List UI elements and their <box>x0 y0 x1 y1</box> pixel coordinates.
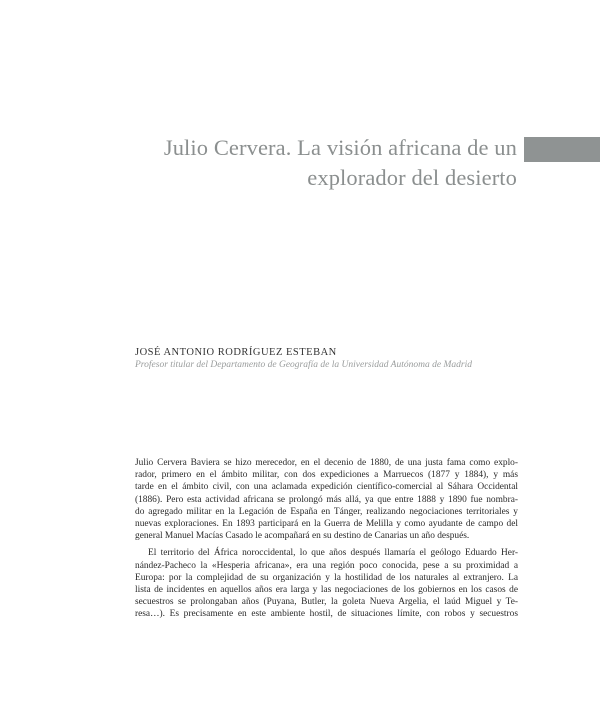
author-name: JOSÉ ANTONIO RODRÍGUEZ ESTEBAN <box>135 347 337 358</box>
body-text <box>135 457 518 620</box>
author-block <box>135 346 535 372</box>
text-line: secuestros se prolongaban años (Puyana, Butler, la goleta Nueva Argelia, el laúd Miguel y Te- <box>135 597 518 608</box>
text-line: nuevas exploraciones. En 1893 participará en la Guerra de Melilla y como ayudante de campo del <box>135 518 518 529</box>
text-line: general Manuel Macías Casado le acompañará en su destino de Canarias un año después. <box>135 531 470 542</box>
text-line: rador, primero en el ámbito militar, con dos expediciones a Marruecos (1877 y 1884), y más <box>135 470 518 481</box>
text-line: do agregado militar en la Legación de España en Tánger, realizando negociaciones territoriales y <box>135 506 518 517</box>
text-line: tarde en el ámbito civil, con una aclamada expedición científico-comercial al Sáhara Occidental <box>135 482 518 493</box>
title-line-1: Julio Cervera. La visión africana de un <box>163 135 517 160</box>
author-affiliation: Profesor titular del Departamento de Geografía de la Universidad Autónoma de Madrid <box>135 360 472 370</box>
title-line-2: explorador del desierto <box>307 165 517 190</box>
paragraph-1 <box>135 457 518 542</box>
text-line: Julio Cervera Baviera se hizo merecedor, en el decenio de 1880, de una justa fama como explo- <box>135 458 518 468</box>
title-accent-bar <box>524 137 600 162</box>
text-line: nández-Pacheco la «Hesperia africana», era una región poco conocida, pese a su proximidad a <box>135 560 518 571</box>
text-line: lista de incidentes en aquellos años era larga y las negociaciones de los gobiernos en los casos de <box>135 584 518 595</box>
page-title <box>97 133 517 193</box>
text-line: Europa: por la complejidad de su organización y la hostilidad de los naturales al extranjero. La <box>135 572 518 583</box>
paragraph-2 <box>135 547 518 620</box>
text-line: El territorio del África noroccidental, lo que años después llamaría el geólogo Eduardo Her- <box>148 548 518 559</box>
text-line: (1886). Pero esta actividad africana se prolongó más allá, ya que entre 1888 y 1890 fue nombra- <box>135 494 518 505</box>
text-line: resa…). Es precisamente en este ambiente hostil, de situaciones límite, con robos y secuestros <box>135 609 518 620</box>
